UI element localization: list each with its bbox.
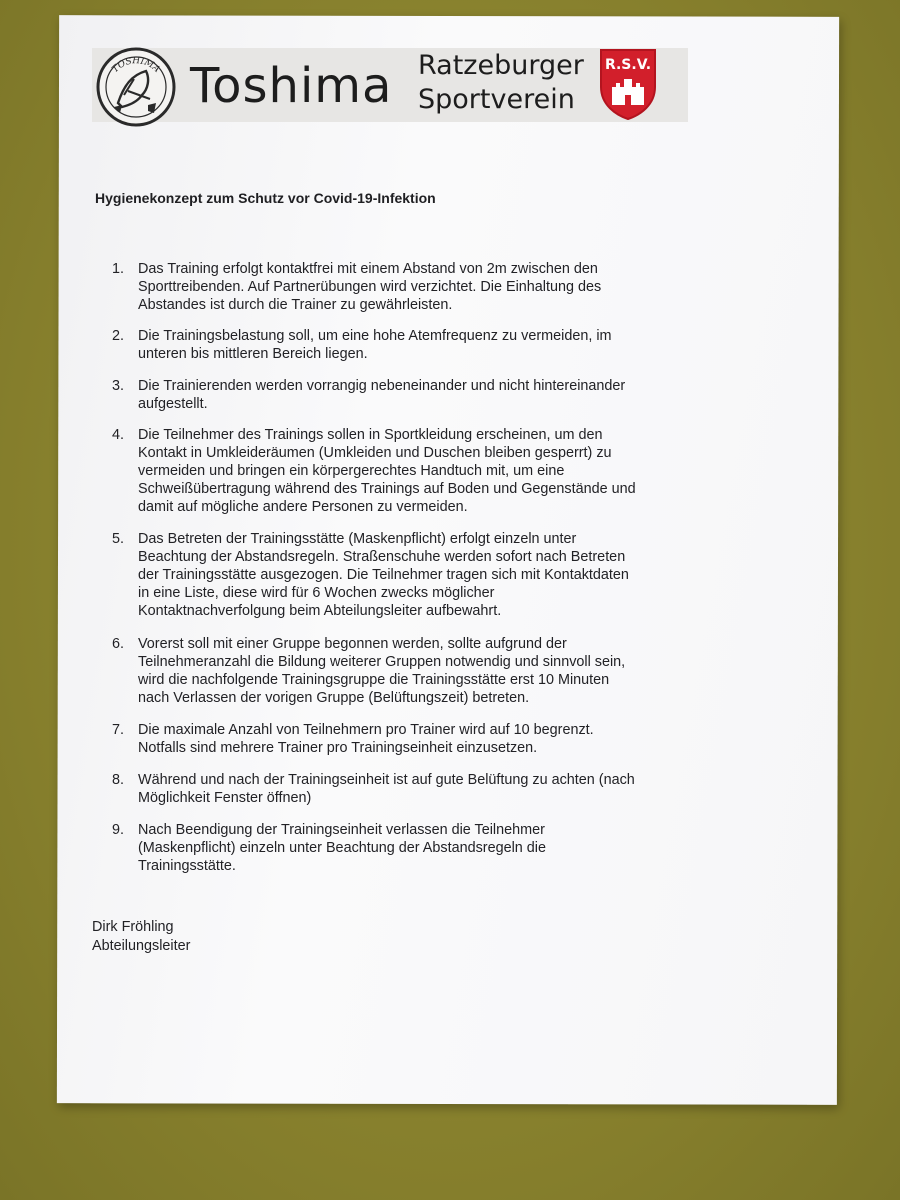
- list-item-number: 3.: [112, 378, 125, 394]
- list-item-text: [138, 327, 682, 363]
- list-item-line: in eine Liste, diese wird für 6 Wochen zwecks möglicher: [138, 585, 495, 601]
- list-item-line: nach Verlassen der vorigen Gruppe (Belüftungszeit) betreten.: [138, 690, 530, 706]
- seal-text: TOSHIMA: [110, 56, 162, 75]
- list-item-line: Während und nach der Trainingseinheit ist auf gute Belüftung zu achten (nach: [138, 772, 635, 788]
- list-item: [112, 530, 682, 620]
- list-item-number: 2.: [112, 328, 125, 344]
- list-item-line: Die Trainierenden werden vorrangig nebeneinander und nicht hintereinander: [138, 378, 626, 394]
- list-item-number: 4.: [112, 427, 125, 443]
- list-item-line: vermeiden und bringen ein körpergerechtes Handtuch mit, um eine: [138, 463, 565, 479]
- list-item: [112, 377, 682, 413]
- list-item-number: 9.: [112, 822, 125, 838]
- list-item-line: Die maximale Anzahl von Teilnehmern pro Trainer wird auf 10 begrenzt.: [138, 722, 594, 738]
- list-item-line: wird die nachfolgende Trainingsgruppe die Trainingsstätte erst 10 Minuten: [138, 672, 610, 688]
- list-item-number: 1.: [112, 261, 125, 277]
- list-item-line: Die Trainingsbelastung soll, um eine hohe Atemfrequenz zu vermeiden, im: [138, 328, 612, 344]
- list-item: [112, 821, 682, 875]
- list-item-text: [138, 721, 682, 757]
- list-item-text: [138, 426, 682, 516]
- toshima-seal-logo: [94, 45, 178, 129]
- list-item-line: aufgestellt.: [138, 396, 208, 412]
- list-item: [112, 327, 682, 363]
- list-item-number: 8.: [112, 772, 125, 788]
- list-item-line: Die Teilnehmer des Trainings sollen in Sportkleidung erscheinen, um den: [138, 427, 603, 443]
- list-item: [112, 260, 682, 314]
- list-item: [112, 771, 682, 807]
- list-item-text: [138, 635, 682, 707]
- signature-name: Dirk Fröhling: [92, 919, 174, 935]
- list-item: [112, 426, 682, 516]
- list-item-number: 7.: [112, 722, 125, 738]
- document-title: Hygienekonzept zum Schutz vor Covid-19-Infektion: [95, 190, 436, 206]
- list-item-number: 5.: [112, 531, 125, 547]
- list-item-line: Teilnehmeranzahl die Bildung weiterer Gruppen notwendig und sinnvoll sein,: [138, 654, 626, 670]
- club-name-line2: Sportverein: [418, 84, 575, 115]
- list-item-line: Abstandes ist durch die Trainer zu gewährleisten.: [138, 297, 453, 313]
- list-item-line: damit auf mögliche andere Personen zu vermeiden.: [138, 499, 468, 515]
- list-item-line: Kontaktnachverfolgung beim Abteilungsleiter aufbewahrt.: [138, 603, 502, 619]
- list-item-line: Notfalls sind mehrere Trainer pro Trainingseinheit einzusetzen.: [138, 740, 538, 756]
- signature-role: Abteilungsleiter: [92, 938, 191, 954]
- club-name-line1: Ratzeburger: [418, 50, 584, 81]
- list-item-line: Schweißübertragung während des Trainings auf Boden und Gegenstände und: [138, 481, 636, 497]
- list-item-line: Das Training erfolgt kontaktfrei mit einem Abstand von 2m zwischen den: [138, 261, 598, 277]
- list-item-line: Beachtung der Abstandsregeln. Straßenschuhe werden sofort nach Betreten: [138, 549, 626, 565]
- list-item: [112, 635, 682, 707]
- list-item-text: [138, 771, 682, 807]
- list-item-text: [138, 821, 682, 875]
- list-item-text: [138, 260, 682, 314]
- list-item-line: unteren bis mittleren Bereich liegen.: [138, 346, 368, 362]
- list-item-line: Kontakt in Umkleideräumen (Umkleiden und Duschen bleiben gesperrt) zu: [138, 445, 612, 461]
- list-item-number: 6.: [112, 636, 125, 652]
- logo-name: Toshima: [190, 58, 393, 114]
- list-item-text: [138, 530, 682, 620]
- list-item-line: Trainingsstätte.: [138, 858, 236, 874]
- list-item-line: Vorerst soll mit einer Gruppe begonnen werden, sollte aufgrund der: [138, 636, 567, 652]
- list-item-line: Sporttreibenden. Auf Partnerübungen wird verzichtet. Die Einhaltung des: [138, 279, 602, 295]
- rsv-crest-logo: [598, 47, 658, 121]
- list-item: [112, 721, 682, 757]
- list-item-line: Möglichkeit Fenster öffnen): [138, 790, 312, 806]
- signature-block: [92, 918, 190, 956]
- crest-text: R.S.V.: [604, 57, 652, 73]
- list-item-line: Das Betreten der Trainingsstätte (Maskenpflicht) erfolgt einzeln unter: [138, 531, 577, 547]
- list-item-line: der Trainingsstätte ausgezogen. Die Teilnehmer tragen sich mit Kontaktdaten: [138, 567, 629, 583]
- rules-list: [112, 260, 682, 875]
- list-item-text: [138, 377, 682, 413]
- list-item-line: Nach Beendigung der Trainingseinheit verlassen die Teilnehmer: [138, 822, 545, 838]
- club-name: [418, 49, 584, 117]
- list-item-line: (Maskenpflicht) einzeln unter Beachtung der Abstandsregeln die: [138, 840, 546, 856]
